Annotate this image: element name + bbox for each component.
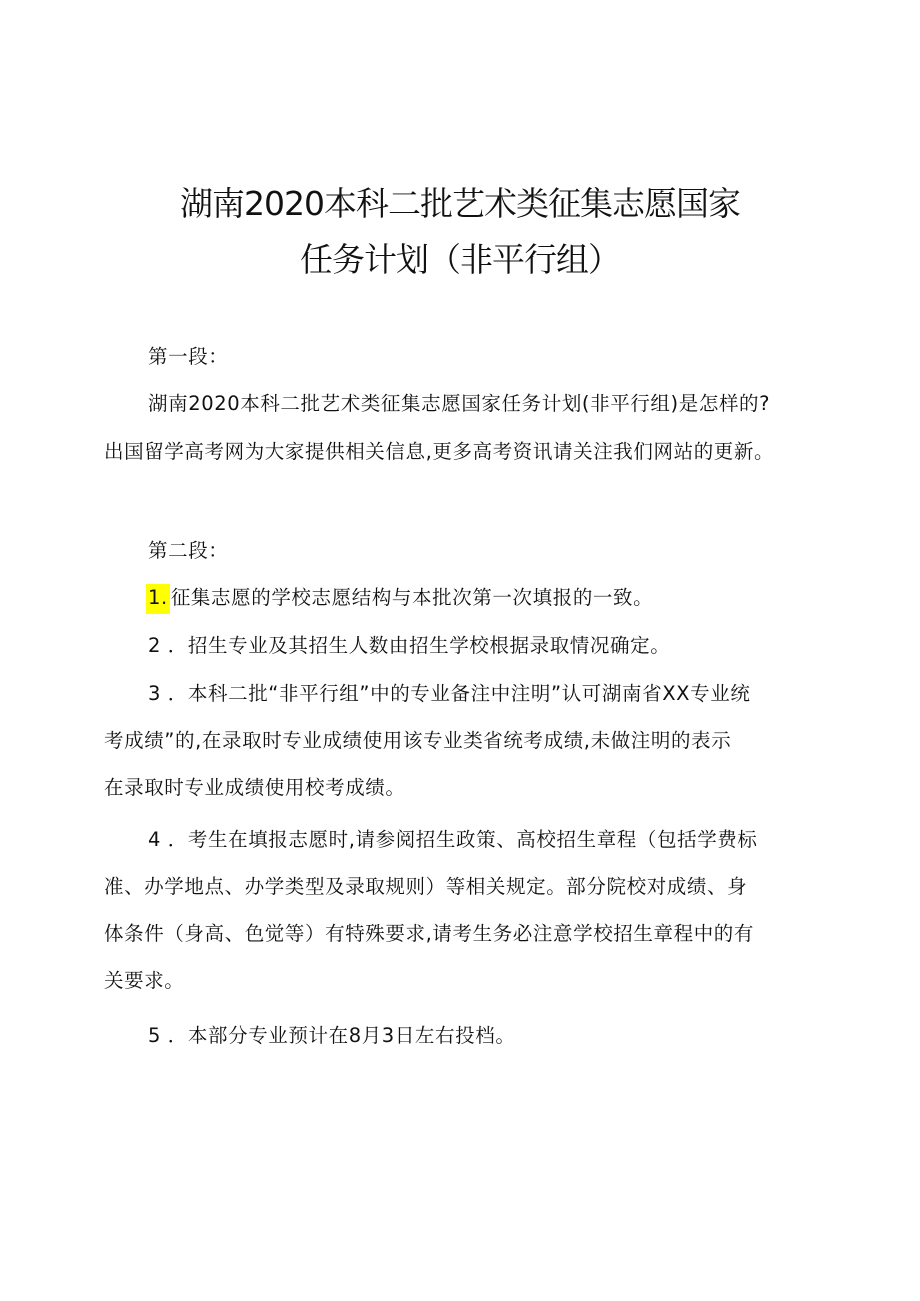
highlighted-item-number: 1. <box>146 584 170 614</box>
list-item-3-line-3: 在录取时专业成绩使用校考成绩。 <box>104 776 406 799</box>
list-item-1 <box>148 582 653 614</box>
list-item-4-line-3: 体条件（身高、色觉等）有特殊要求,请考生务必注意学校招生章程中的有 <box>104 922 754 945</box>
list-item-1-text: 征集志愿的学校志愿结构与本批次第一次填报的一致。 <box>170 586 654 609</box>
section-1-heading: 第一段： <box>148 345 229 368</box>
list-item-4-line-4: 关要求。 <box>104 969 185 992</box>
list-item-2: 2 ．招生专业及其招生人数由招生学校根据录取情况确定。 <box>148 634 671 657</box>
list-item-4-line-2: 准、办学地点、办学类型及录取规则）等相关规定。部分院校对成绩、身 <box>104 875 748 898</box>
document-title-line-1: 湖南2020本科二批艺术类征集志愿国家 <box>180 184 740 223</box>
list-item-4-line-1: 4 ．考生在填报志愿时,请参阅招生政策、高校招生章程（包括学费标 <box>148 828 758 851</box>
section-2-heading: 第二段： <box>148 539 229 562</box>
list-item-3-line-1: 3 ．本科二批“非平行组”中的专业备注中注明”认可湖南省XX专业统 <box>148 682 751 705</box>
document-title-line-2: 任务计划（非平行组） <box>300 240 620 279</box>
list-item-5: 5 ．本部分专业预计在8月3日左右投档。 <box>148 1024 516 1047</box>
list-item-3-line-2: 考成绩”的,在录取时专业成绩使用该专业类省统考成绩,未做注明的表示 <box>104 729 732 752</box>
section-1-paragraph-line-2: 出国留学高考网为大家提供相关信息,更多高考资讯请关注我们网站的更新。 <box>104 440 775 463</box>
section-1-paragraph-line-1: 湖南2020本科二批艺术类征集志愿国家任务计划(非平行组)是怎样的? <box>148 392 771 415</box>
